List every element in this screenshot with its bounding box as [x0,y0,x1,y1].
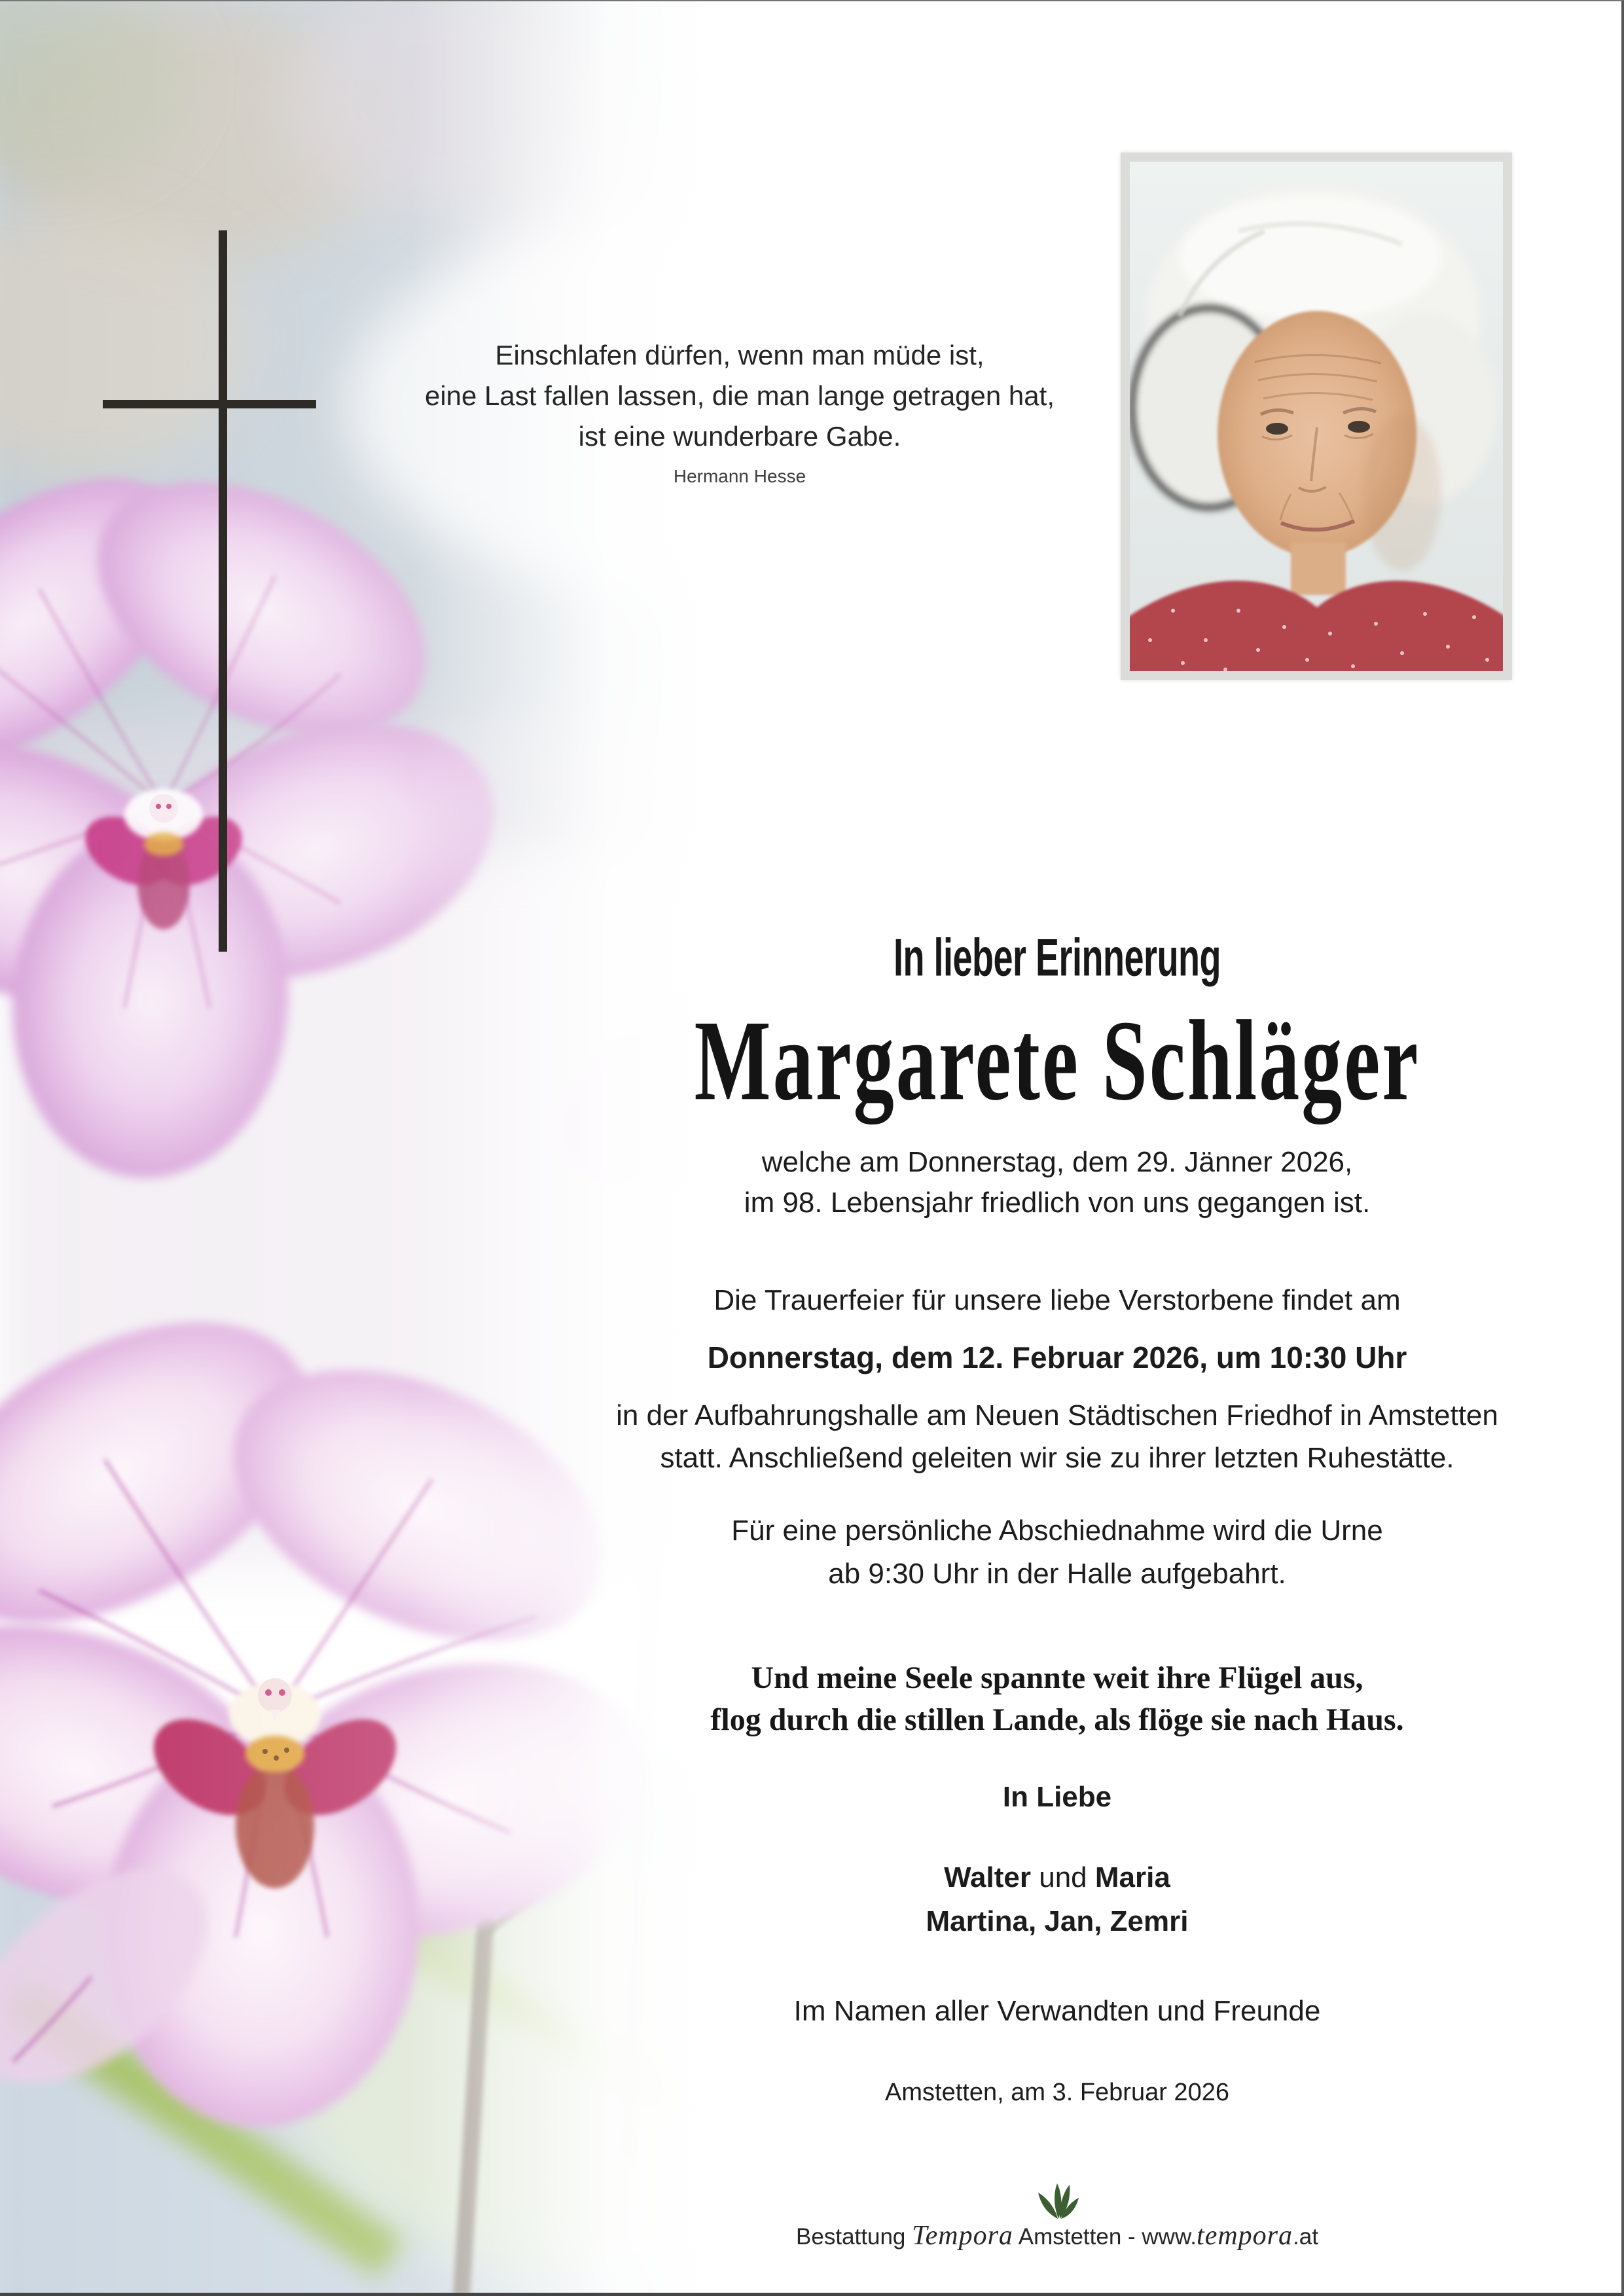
leaf-icon [1036,2182,1081,2220]
family-name: Maria [1094,1861,1170,1893]
farewell-heading: In Liebe [1002,1781,1112,1813]
deceased-name: Margarete Schläger [694,997,1420,1124]
place-date-line: Amstetten, am 3. Februar 2026 [885,2079,1229,2106]
on-behalf-line: Im Namen aller Verwandten und Freunde [793,1995,1321,2027]
footer-prefix: Bestattung [796,2224,912,2250]
footer-middle: Amstetten - www. [1013,2224,1197,2250]
memorial-intro: In lieber Erinnerung [893,928,1221,988]
poem: Und meine Seele spannte weit ihre Flügel aus, flog durch die stillen Lande, als flöge sie nach Haus. [710,1660,1404,1737]
quote-attribution: Hermann Hesse [673,466,806,486]
urn-info: Für eine persönliche Abschiednahme wird die Urne ab 9:30 Uhr in der Halle aufgebahrt. [731,1515,1383,1590]
funeral-home-line [543,2220,1571,2251]
connector: und [1031,1861,1095,1893]
family-name: Walter [944,1861,1031,1893]
quote-line: Einschlafen dürfen, wenn man müde ist, [495,340,984,370]
brand-url: tempora [1197,2221,1293,2251]
passing-info: welche am Donnerstag, dem 29. Jänner 2026, im 98. Lebensjahr friedlich von uns gegangen ist. [744,1146,1371,1219]
quote-line: eine Last fallen lassen, die man lange getragen hat, [424,380,1055,411]
service-datetime: Donnerstag, dem 12. Februar 2026, um 10:30 Uhr [707,1340,1407,1374]
portrait-photo [1121,152,1512,680]
quote [314,335,1165,457]
quote-line: ist eine wunderbare Gabe. [578,421,901,452]
footer-suffix: .at [1293,2224,1318,2250]
service-intro: Die Trauerfeier für unsere liebe Verstorbene findet am [713,1284,1401,1316]
service-location: in der Aufbahrungshalle am Neuen Städtischen Friedhof in Amstetten statt. Anschließend geleiten wir sie zu ihrer letzten Ruhestätte. [616,1399,1498,1474]
family-names-line-2: Martina, Jan, Zemri [926,1905,1189,1937]
brand-name: Tempora [912,2221,1013,2251]
family-names-line-1 [543,1861,1571,1894]
